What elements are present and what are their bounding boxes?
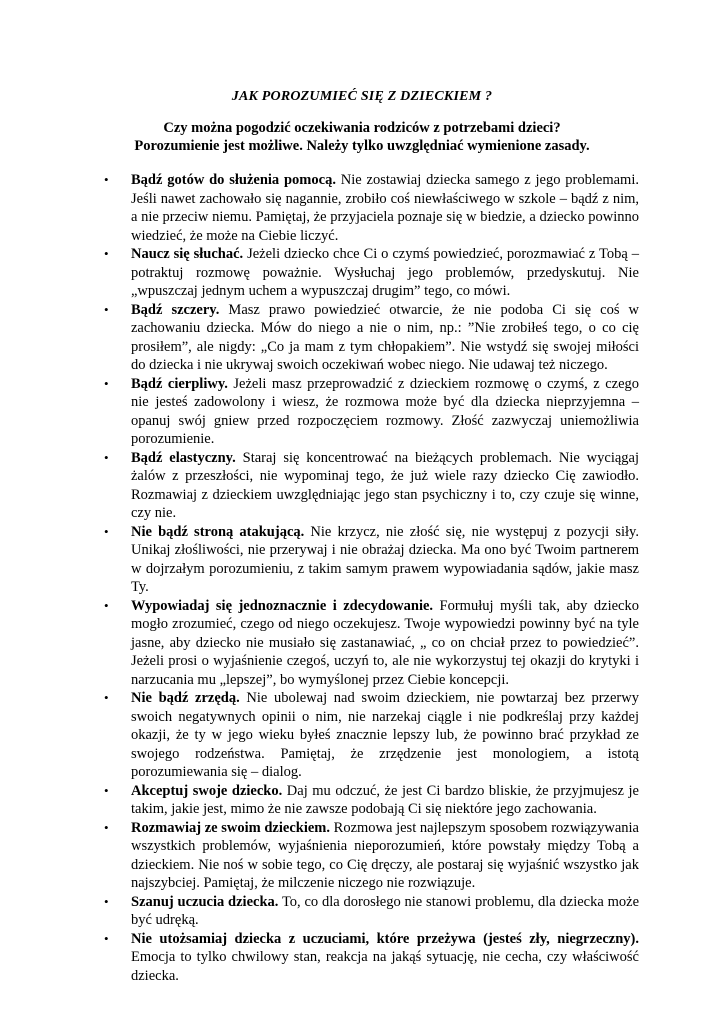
bullet-icon: • xyxy=(104,523,109,539)
rule-item xyxy=(104,689,639,782)
rule-text: Nie ubolewaj nad swoim dzieckiem, nie powtarzaj bez przerwy swoich negatywnych opinii o nim, nie narzekaj ciągle i nie podkreślaj przy każdej okazji, że ty w jego wieku byłeś znacznie lepszy lub, że powinno brać przykład ze swojego rodzeństwa. Pamiętaj, że zrzędzenie jest monologiem, a istotą porozumiewania się – dialog. xyxy=(131,690,639,780)
bullet-icon: • xyxy=(104,782,109,798)
bullet-icon: • xyxy=(104,172,109,187)
rule-title: Naucz się słuchać. xyxy=(131,246,244,262)
bullet-icon: • xyxy=(104,819,109,835)
bullet-icon: • xyxy=(104,930,109,946)
rule-text: To, co dla dorosłego nie stanowi problemu, dla dziecka może być udręką. xyxy=(131,893,640,928)
rule-title: Bądź elastyczny. xyxy=(131,449,236,466)
rule-title: Bądź cierpliwy. xyxy=(131,375,228,392)
rule-item xyxy=(104,171,639,245)
rule-title: Szanuj uczucia dziecka. xyxy=(131,893,279,910)
rule-text: Formułuj myśli tak, aby dziecko mogło zrozumieć, czego od niego oczekujesz. Twoje wypowiedzi powinny być na tyle jasne, aby dziecko nie musiało się zastanawiać, „ co on chciał przez to powiedzieć”. Jeżeli prosi o wyjaśnienie czegoś, uczyń to, ale nie wykorzystuj tej okazji do krytyki i narzucania mu „lepszej”, bo wymyślonej przez Ciebie koncepcji. xyxy=(131,597,639,688)
rule-title: Wypowiadaj się jednoznacznie i zdecydowanie. xyxy=(131,597,434,614)
rule-item xyxy=(104,523,639,597)
rule-title: Nie utożsamiaj dziecka z uczuciami, które przeżywa (jesteś zły, niegrzeczny). xyxy=(131,930,639,947)
rule-item xyxy=(104,819,639,893)
rule-title: Bądź gotów do służenia pomocą. xyxy=(131,172,336,188)
rule-item xyxy=(104,449,639,523)
bullet-icon: • xyxy=(104,597,109,613)
rule-item xyxy=(104,597,639,690)
rule-text: Jeżeli dziecko chce Ci o czymś powiedzieć, porozmawiać z Tobą – potraktuj rozmowę poważnie. Wysłuchaj jego problemów, przedyskutuj. Nie „wpuszczaj jednym uchem a wypuszczaj drugim” tego, co mówi. xyxy=(131,246,639,299)
rule-item xyxy=(104,930,639,986)
rule-title: Akceptuj swoje dziecko. xyxy=(131,782,283,799)
rule-item xyxy=(104,375,639,449)
rule-text: Staraj się koncentrować na bieżących problemach. Nie wyciągaj żalów z przeszłości, nie wypominaj tego, że już wiele razy dziecko Cię zawiodło. Rozmawiaj z dzieckiem uwzględniając jego stan psychiczny i to, czy czuje się winne, czy nie. xyxy=(131,449,639,521)
subtitle-statement: Porozumienie jest możliwe. Należy tylko uwzględniać wymienione zasady. xyxy=(134,138,590,154)
rule-title: Rozmawiaj ze swoim dzieckiem. xyxy=(131,819,330,836)
rule-title: Bądź szczery. xyxy=(131,301,220,318)
rule-title: Nie bądź stroną atakującą. xyxy=(131,523,305,540)
rule-item xyxy=(104,245,639,301)
rule-item xyxy=(104,782,639,819)
rule-text: Jeżeli masz przeprowadzić z dzieckiem rozmowę o czymś, z czego nie jesteś zadowolony i wiesz, że rozmowa może być dla dziecka nieprzyjemna – opanuj swój gniew przed rozpoczęciem rozmowy. Złość zazwyczaj uniemożliwia porozumienie. xyxy=(131,375,639,447)
rule-text: Masz prawo powiedzieć otwarcie, że nie podoba Ci się coś w zachowaniu dziecka. Mów do niego a nie o nim, np.: ”Nie zrobiłeś tego, o co cię prosiłem”, ale nigdy: „Co ja mam z tym chłopakiem”. Nie wstydź się swojej miłości do dziecka i nie ukrywaj swoich oczekiwań wobec niego. Nie udawaj też niczego. xyxy=(131,301,639,373)
rule-title: Nie bądź zrzędą. xyxy=(131,690,240,706)
bullet-icon: • xyxy=(104,690,109,705)
subtitle-question: Czy można pogodzić oczekiwania rodziców z potrzebami dzieci? xyxy=(163,120,561,136)
rules-list xyxy=(104,171,639,985)
rule-text: Rozmowa jest najlepszym sposobem rozwiązywania wszystkich problemów, wyjaśnienia nieporozumień, które powstały między Tobą a dzieckiem. Nie noś w sobie tego, co Cię dręczy, ale postaraj się wyjaśnić wszystko jak najszybciej. Pamiętaj, że milczenie niczego nie rozwiązuje. xyxy=(131,819,639,891)
rule-item xyxy=(104,301,639,375)
bullet-icon: • xyxy=(104,449,109,465)
bullet-icon: • xyxy=(104,375,109,391)
rule-item xyxy=(104,893,639,930)
document-title: JAK POROZUMIEĆ SIĘ Z DZIECKIEM ? xyxy=(231,89,493,104)
bullet-icon: • xyxy=(104,893,109,909)
rule-text: Emocja to tylko chwilowy stan, reakcja na jakąś sytuację, nie cecha, czy właściwość dziecka. xyxy=(131,949,639,984)
rule-text: Daj mu odczuć, że jest Ci bardzo bliskie, że przyjmujesz je takim, jakie jest, mimo że nie zawsze podobają Ci się niektóre jego zachowania. xyxy=(131,782,639,817)
rule-text: Nie zostawiaj dziecka samego z jego problemami. Jeśli nawet zachowało się nagannie, zrobiło coś niewłaściwego w szkole – bądź z nim, a nie przeciw niemu. Pamiętaj, że przyjaciela poznaje się w biedzie, a dziecko powinno wiedzieć, że może na Ciebie liczyć. xyxy=(131,172,639,244)
rule-text: Nie krzycz, nie złość się, nie występuj z pozycji siły. Unikaj złośliwości, nie przerywaj i nie obrażaj dziecka. Ma ono być Twoim partnerem w dojrzałym porozumieniu, z takim samym prawem wypowiadania sądów, jakie masz Ty. xyxy=(131,523,639,595)
bullet-icon: • xyxy=(104,301,109,317)
bullet-icon: • xyxy=(104,246,109,261)
